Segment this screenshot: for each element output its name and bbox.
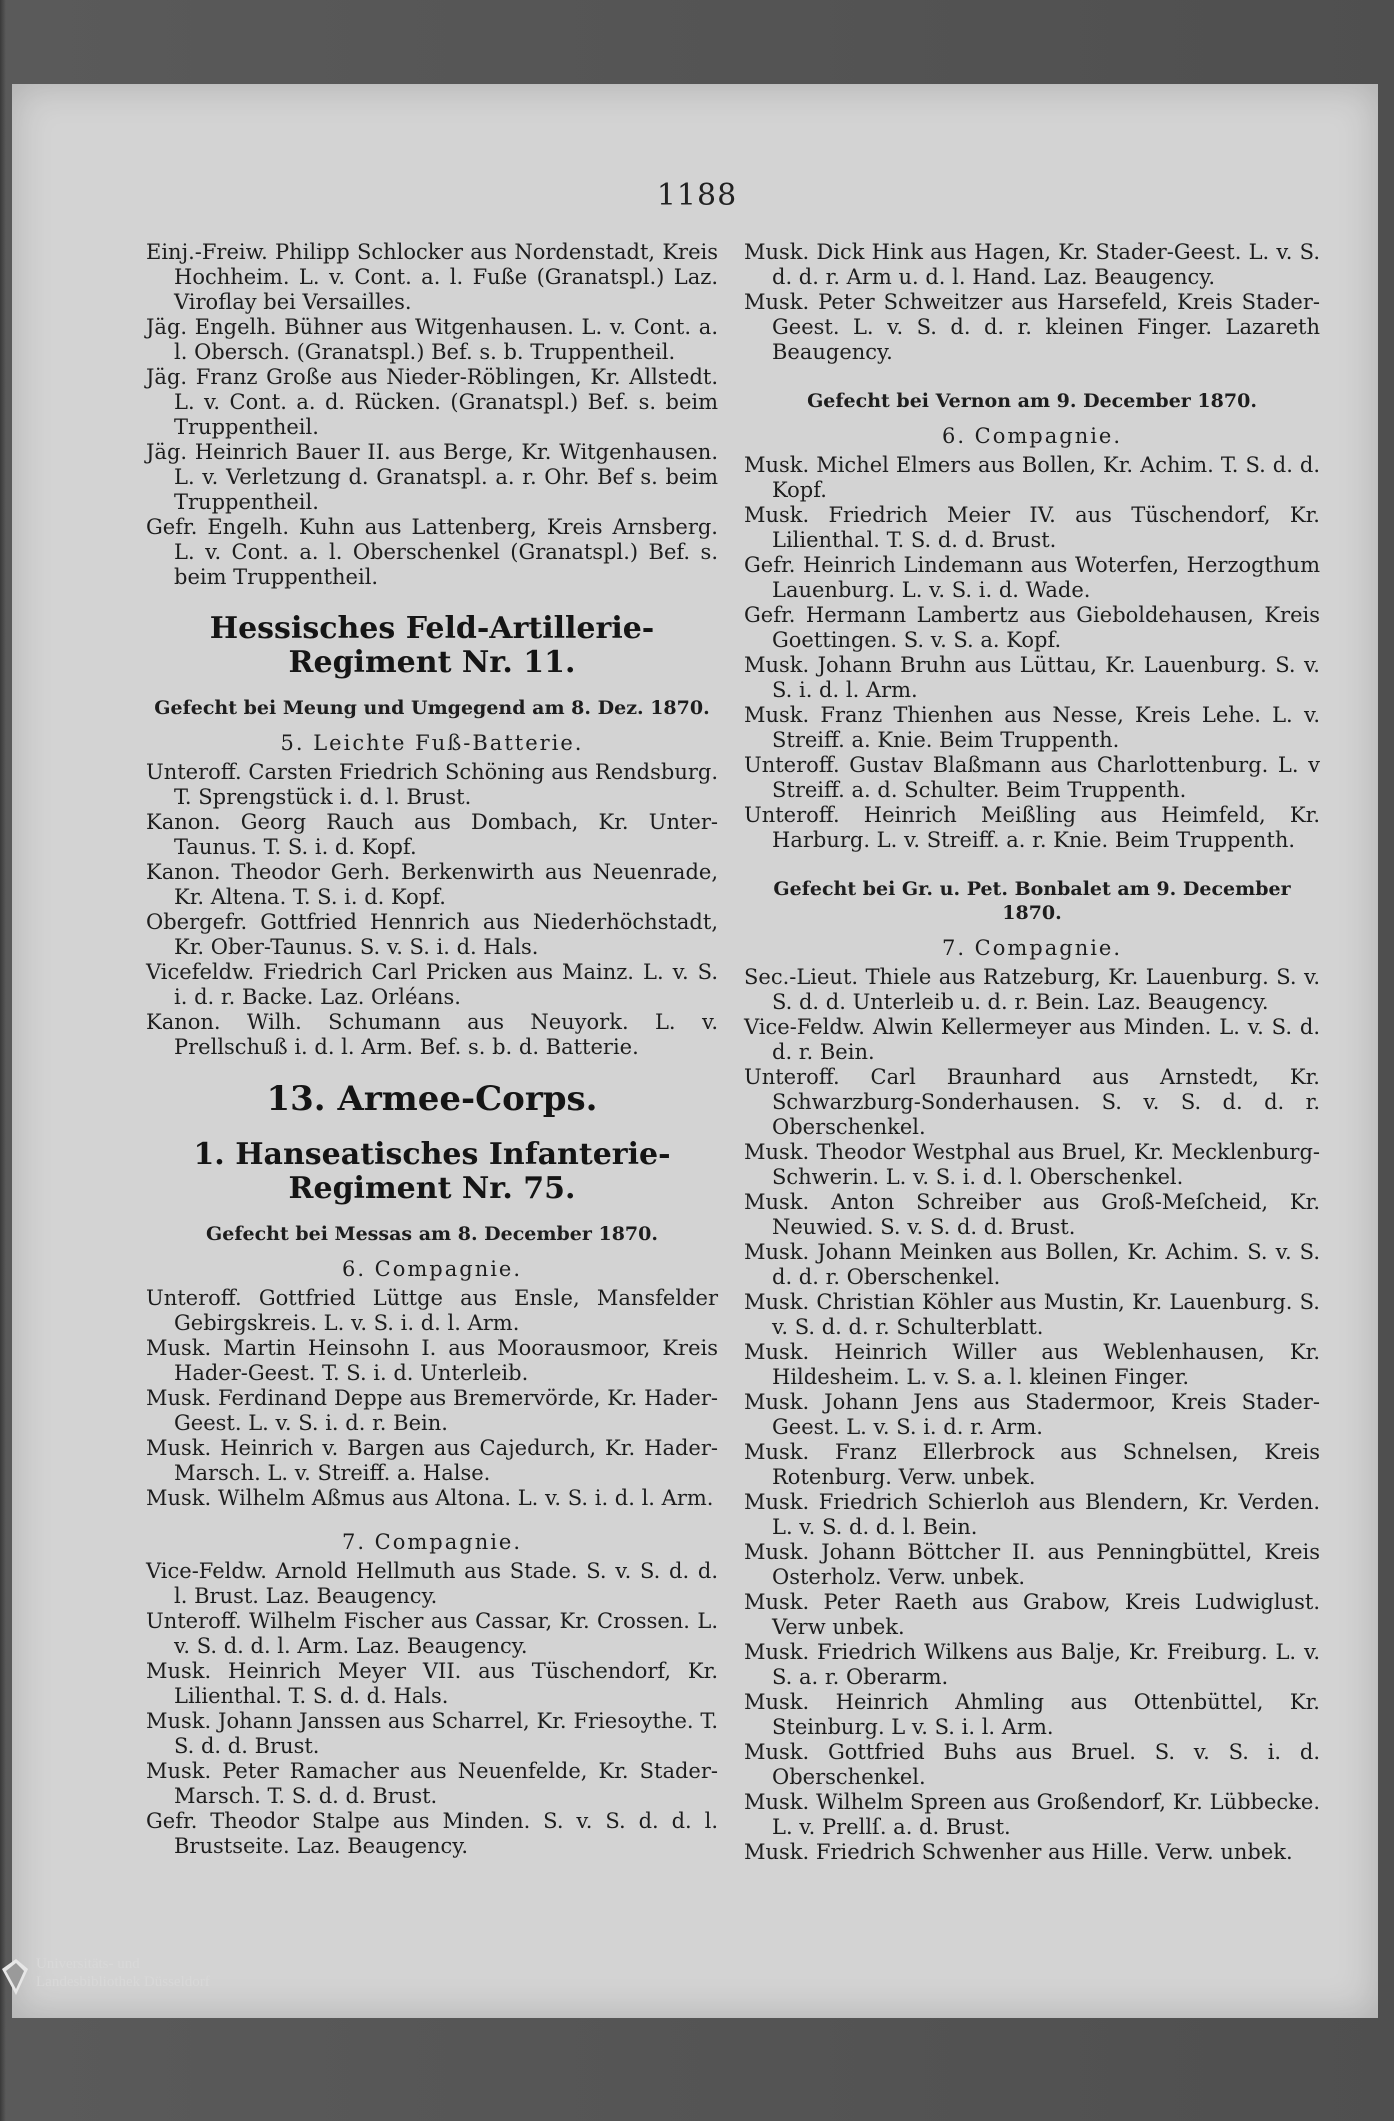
casualty-entry: Jäg. Engelh. Bühner aus Witgenhausen. L. v. Cont. a. l. Obersch. (Granatspl.) Bef. s. b. Truppentheil. bbox=[146, 315, 718, 364]
casualty-entry: Musk. Martin Heinsohn I. aus Moorausmoor, Kreis Hader-Geest. T. S. i. d. Unterleib. bbox=[146, 1336, 718, 1385]
casualty-entry: Unteroff. Wilhelm Fischer aus Cassar, Kr. Crossen. L. v. S. d. d. l. Arm. Laz. Beaugency. bbox=[146, 1609, 718, 1658]
casualty-entry: Unteroff. Gottfried Lüttge aus Ensle, Mansfelder Gebirgskreis. L. v. S. i. d. l. Arm. bbox=[146, 1286, 718, 1335]
compagnie-heading-7-right: 7. Compagnie. bbox=[941, 936, 1123, 960]
page-number: 1188 bbox=[656, 178, 738, 213]
casualty-entry: Gefr. Theodor Stalpe aus Minden. S. v. S. d. d. l. Brustseite. Laz. Beaugency. bbox=[146, 1809, 718, 1858]
casualty-entry: Gefr. Hermann Lambertz aus Gieboldehausen, Kreis Goettingen. S. v. S. a. Kopf. bbox=[744, 603, 1320, 652]
casualty-entry: Musk. Wilhelm Aßmus aus Altona. L. v. S. i. d. l. Arm. bbox=[146, 1486, 714, 1510]
casualty-entry: Unteroff. Heinrich Meißling aus Heimfeld, Kr. Harburg. L. v. Streiff. a. r. Knie. Beim Truppenth. bbox=[744, 803, 1320, 852]
casualty-entry: Unteroff. Gustav Blaßmann aus Charlottenburg. L. v Streiff. a. d. Schulter. Beim Truppenth. bbox=[744, 753, 1320, 802]
casualty-entry: Musk. Johann Meinken aus Bollen, Kr. Achim. S. v. S. d. d. r. Oberschenkel. bbox=[744, 1240, 1320, 1289]
casualty-entry: Musk. Peter Schweitzer aus Harsefeld, Kreis Stader-Geest. L. v. S. d. d. r. kleinen Finger. Lazareth Beaugency. bbox=[744, 290, 1320, 364]
regiment-heading-infantry: 1. Hanseatisches Infanterie-Regiment Nr. 75. bbox=[193, 1137, 671, 1206]
casualty-entry: Musk. Johann Janssen aus Scharrel, Kr. Friesoythe. T. S. d. d. Brust. bbox=[146, 1709, 718, 1758]
library-logo-line2: Landesbibliothek Düsseldorf bbox=[36, 1974, 210, 1990]
casualty-entry: Vicefeldw. Friedrich Carl Pricken aus Mainz. L. v. S. i. d. r. Backe. Laz. Orléans. bbox=[146, 960, 718, 1009]
casualty-entry: Unteroff. Carsten Friedrich Schöning aus Rendsburg. T. Sprengstück i. d. l. Brust. bbox=[146, 760, 718, 809]
casualty-entry: Musk. Dick Hink aus Hagen, Kr. Stader-Geest. L. v. S. d. d. r. Arm u. d. l. Hand. Laz. Beaugency. bbox=[744, 240, 1320, 289]
casualty-entry: Musk. Franz Ellerbrock aus Schnelsen, Kreis Rotenburg. Verw. unbek. bbox=[744, 1440, 1320, 1489]
left-column bbox=[146, 240, 718, 1859]
battle-heading-meung: Gefecht bei Meung und Umgegend am 8. Dez. 1870. bbox=[154, 697, 710, 719]
casualty-entry: Musk. Christian Köhler aus Mustin, Kr. Lauenburg. S. v. S. d. d. r. Schulterblatt. bbox=[744, 1290, 1320, 1339]
casualty-entry: Musk. Ferdinand Deppe aus Bremervörde, Kr. Hader-Geest. L. v. S. i. d. r. Bein. bbox=[146, 1386, 718, 1435]
compagnie-heading-7: 7. Compagnie. bbox=[341, 1530, 523, 1554]
casualty-entry: Musk. Friedrich Schwenher aus Hille. Verw. unbek. bbox=[744, 1840, 1293, 1864]
casualty-entry: Musk. Johann Böttcher II. aus Penningbüttel, Kreis Osterholz. Verw. unbek. bbox=[744, 1540, 1320, 1589]
casualty-entry: Musk. Theodor Westphal aus Bruel, Kr. Mecklenburg-Schwerin. L. v. S. i. d. l. Oberschenkel. bbox=[744, 1140, 1320, 1189]
casualty-entry: Musk. Heinrich Ahmling aus Ottenbüttel, Kr. Steinburg. L v. S. i. l. Arm. bbox=[744, 1690, 1320, 1739]
casualty-entry: Kanon. Theodor Gerh. Berkenwirth aus Neuenrade, Kr. Altena. T. S. i. d. Kopf. bbox=[146, 860, 718, 909]
casualty-entry: Musk. Wilhelm Spreen aus Großendorf, Kr. Lübbecke. L. v. Prellſ. a. d. Brust. bbox=[744, 1790, 1320, 1839]
battle-heading-vernon: Gefecht bei Vernon am 9. December 1870. bbox=[807, 390, 1257, 412]
casualty-entry: Musk. Friedrich Schierloh aus Blendern, Kr. Verden. L. v. S. d. d. l. Bein. bbox=[744, 1490, 1320, 1539]
regiment-heading-artillery: Hessisches Feld-Artillerie-Regiment Nr. 11. bbox=[209, 611, 655, 680]
casualty-entry: Kanon. Wilh. Schumann aus Neuyork. L. v. Prellschuß i. d. l. Arm. Bef. s. b. d. Batterie. bbox=[146, 1010, 718, 1059]
casualty-entry: Gefr. Engelh. Kuhn aus Lattenberg, Kreis Arnsberg. L. v. Cont. a. l. Oberschenkel (Granatspl.) Bef. s. beim Truppentheil. bbox=[146, 515, 718, 589]
casualty-list-right-b bbox=[744, 453, 1320, 853]
casualty-list-left-d bbox=[146, 1559, 718, 1859]
right-column bbox=[744, 240, 1320, 1865]
corps-heading: 13. Armee-Corps. bbox=[266, 1079, 598, 1119]
casualty-entry: Musk. Johann Jens aus Stadermoor, Kreis Stader-Geest. L. v. S. i. d. r. Arm. bbox=[744, 1390, 1320, 1439]
casualty-list-left-b bbox=[146, 760, 718, 1060]
casualty-list-left-c bbox=[146, 1286, 718, 1511]
casualty-entry: Vice-Feldw. Arnold Hellmuth aus Stade. S. v. S. d. d. l. Brust. Laz. Beaugency. bbox=[146, 1559, 718, 1608]
casualty-entry: Musk. Anton Schreiber aus Groß-Meſcheid, Kr. Neuwied. S. v. S. d. d. Brust. bbox=[744, 1190, 1320, 1239]
casualty-entry: Musk. Friedrich Meier IV. aus Tüschendorf, Kr. Lilienthal. T. S. d. d. Brust. bbox=[744, 503, 1320, 552]
casualty-entry: Musk. Peter Raeth aus Grabow, Kreis Ludwiglust. Verw unbek. bbox=[744, 1590, 1320, 1639]
casualty-entry: Musk. Peter Ramacher aus Neuenfelde, Kr. Stader-Marsch. T. S. d. d. Brust. bbox=[146, 1759, 718, 1808]
casualty-entry: Einj.-Freiw. Philipp Schlocker aus Nordenstadt, Kreis Hochheim. L. v. Cont. a. l. Fuße (Granatspl.) Laz. Viroflay bei Versailles. bbox=[146, 240, 718, 314]
casualty-entry: Jäg. Franz Große aus Nieder-Röblingen, Kr. Allstedt. L. v. Cont. a. d. Rücken. (Granatspl.) Bef. s. beim Truppentheil. bbox=[146, 365, 718, 439]
library-logo bbox=[0, 1955, 210, 1997]
casualty-entry: Gefr. Heinrich Lindemann aus Woterfen, Herzogthum Lauenburg. L. v. S. i. d. Wade. bbox=[744, 553, 1320, 602]
casualty-list-right-a bbox=[744, 240, 1320, 365]
casualty-entry: Unteroff. Carl Braunhard aus Arnstedt, Kr. Schwarzburg-Sonderhausen. S. v. S. d. d. r. Oberschenkel. bbox=[744, 1065, 1320, 1139]
casualty-entry: Obergefr. Gottfried Hennrich aus Niederhöchstadt, Kr. Ober-Taunus. S. v. S. i. d. Hals. bbox=[146, 910, 718, 959]
casualty-list-left-a bbox=[146, 240, 718, 590]
library-logo-icon bbox=[0, 1955, 30, 1997]
casualty-entry: Musk. Friedrich Wilkens aus Balje, Kr. Freiburg. L. v. S. a. r. Oberarm. bbox=[744, 1640, 1320, 1689]
casualty-entry: Musk. Michel Elmers aus Bollen, Kr. Achim. T. S. d. d. Kopf. bbox=[744, 453, 1320, 502]
casualty-list-right-c bbox=[744, 965, 1320, 1865]
battle-heading-messas: Gefecht bei Messas am 8. December 1870. bbox=[206, 1223, 658, 1245]
casualty-entry: Musk. Johann Bruhn aus Lüttau, Kr. Lauenburg. S. v. S. i. d. l. Arm. bbox=[744, 653, 1320, 702]
casualty-entry: Musk. Gottfried Buhs aus Bruel. S. v. S. i. d. Oberschenkel. bbox=[744, 1740, 1320, 1789]
casualty-entry: Vice-Feldw. Alwin Kellermeyer aus Minden. L. v. S. d. d. r. Bein. bbox=[744, 1015, 1320, 1064]
casualty-entry: Musk. Heinrich Willer aus Weblenhausen, Kr. Hildesheim. L. v. S. a. l. kleinen Finger. bbox=[744, 1340, 1320, 1389]
casualty-entry: Sec.-Lieut. Thiele aus Ratzeburg, Kr. Lauenburg. S. v. S. d. d. Unterleib u. d. r. Bein. Laz. Beaugency. bbox=[744, 965, 1320, 1014]
battle-heading-bonbalet: Gefecht bei Gr. u. Pet. Bonbalet am 9. December 1870. bbox=[773, 878, 1291, 924]
compagnie-heading-6-right: 6. Compagnie. bbox=[941, 424, 1123, 448]
casualty-entry: Jäg. Heinrich Bauer II. aus Berge, Kr. Witgenhausen. L. v. Verletzung d. Granatspl. a. r. Ohr. Bef s. beim Truppentheil. bbox=[146, 440, 718, 514]
compagnie-heading-6: 6. Compagnie. bbox=[341, 1257, 523, 1281]
casualty-entry: Musk. Franz Thienhen aus Nesse, Kreis Lehe. L. v. Streiff. a. Knie. Beim Truppenth. bbox=[744, 703, 1320, 752]
library-logo-line1: Universitäts- und bbox=[36, 1956, 140, 1972]
casualty-entry: Musk. Heinrich v. Bargen aus Cajedurch, Kr. Hader-Marsch. L. v. Streiff. a. Halse. bbox=[146, 1436, 718, 1485]
casualty-entry: Kanon. Georg Rauch aus Dombach, Kr. Unter-Taunus. T. S. i. d. Kopf. bbox=[146, 810, 718, 859]
casualty-entry: Musk. Heinrich Meyer VII. aus Tüschendorf, Kr. Lilienthal. T. S. d. d. Hals. bbox=[146, 1659, 718, 1708]
battery-heading: 5. Leichte Fuß-Batterie. bbox=[280, 731, 584, 755]
